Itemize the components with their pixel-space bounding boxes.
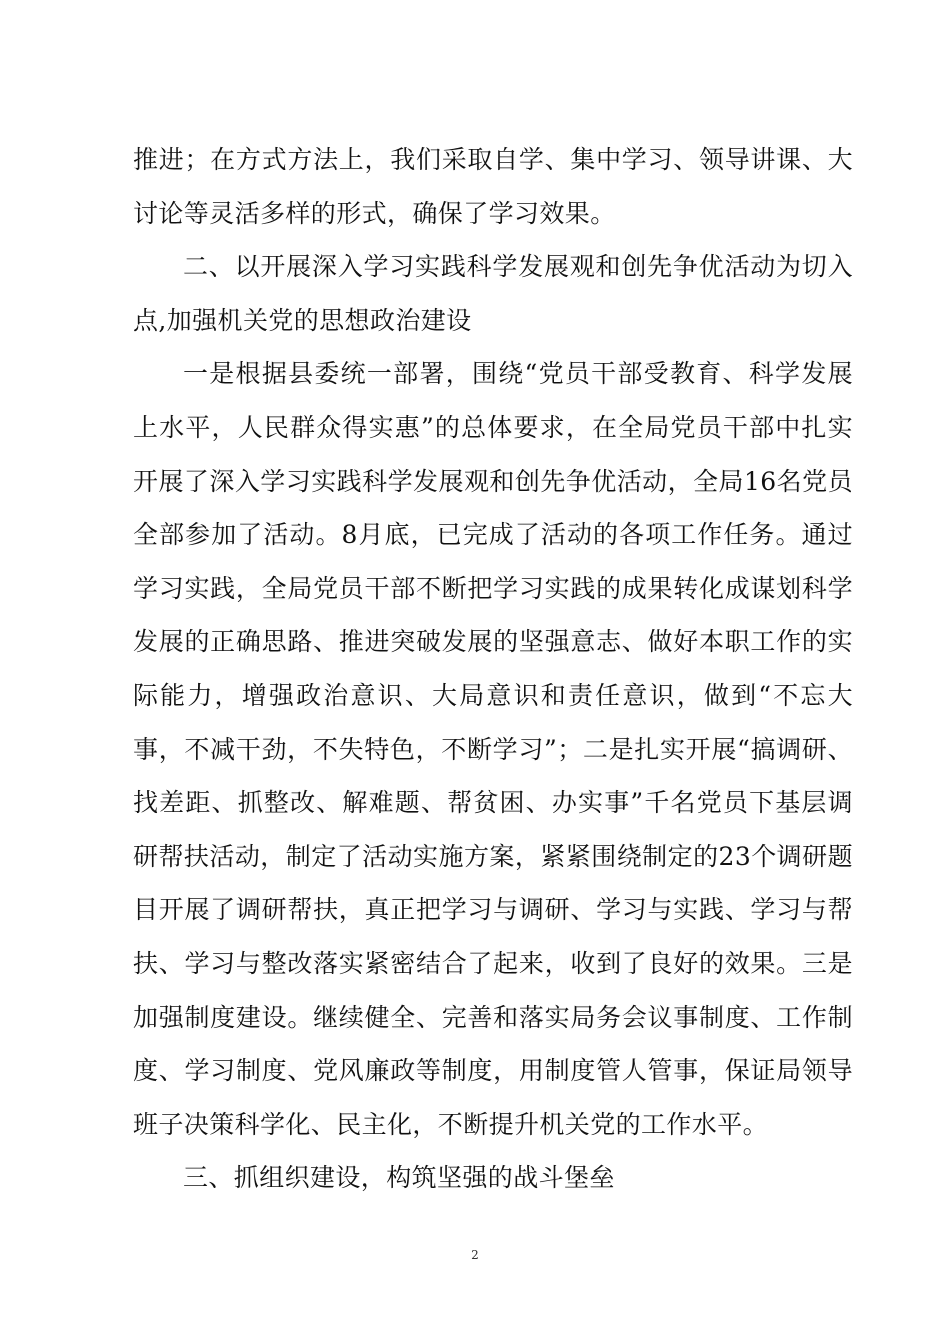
paragraph-activities: 一是根据县委统一部署，围绕“党员干部受教育、科学发展上水平，人民群众得实惠”的总体要求，在全局党员干部中扎实开展了深入学习实践科学发展观和创先争优活动，全局16名党员全部参加了活动。8月底，已完成了活动的各项工作任务。通过学习实践，全局党员干部不断把学习实践的成果转化成谋划科学发展的正确思路、推进突破发展的坚强意志、做好本职工作的实际能力，增强政治意识、大局意识和责任意识，做到“不忘大事，不减干劲，不失特色，不断学习”；二是扎实开展“搞调研、找差距、抓整改、解难题、帮贫困、办实事”千名党员下基层调研帮扶活动，制定了活动实施方案，紧紧围绕制定的23个调研题目开展了调研帮扶，真正把学习与调研、学习与实践、学习与帮扶、学习与整改落实紧密结合了起来，收到了良好的效果。三是加强制度建设。继续健全、完善和落实局务会议事制度、工作制度、学习制度、党风廉政等制度，用制度管人管事，保证局领导班子决策科学化、民主化，不断提升机关党的工作水平。 (133, 359, 853, 1139)
page-number: 2 (471, 1248, 479, 1262)
section-heading-two: 二、以开展深入学习实践科学发展观和创先争优活动为切入点,加强机关党的思想政治建设 (133, 252, 853, 335)
paragraph-continuation: 推进；在方式方法上，我们采取自学、集中学习、领导讲课、大讨论等灵活多样的形式，确保了学习效果。 (133, 145, 853, 228)
section-heading-three: 三、抓组织建设，构筑坚强的战斗堡垒 (183, 1163, 615, 1193)
body-text (133, 133, 853, 1205)
